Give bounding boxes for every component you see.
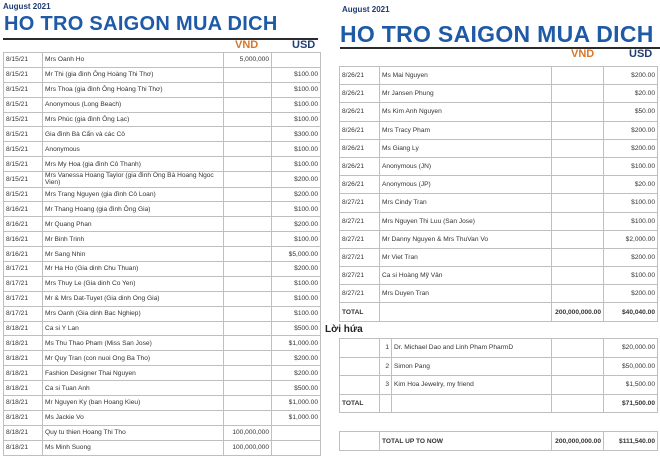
row-donor-name: Mr Nguyen Ky (ban Hoang Kieu)	[43, 396, 224, 411]
row-usd-amount: $200.00	[604, 285, 658, 303]
row-vnd-amount: 100,000,000	[224, 440, 272, 455]
row-usd-amount: $100.00	[272, 82, 321, 97]
table-row	[4, 396, 321, 411]
total-label: TOTAL	[340, 303, 380, 321]
row-donor-name: Mrs Oanh (Gia dinh Bac Nghiep)	[43, 306, 224, 321]
row-vnd-amount	[224, 336, 272, 351]
table-row	[4, 410, 321, 425]
row-date: 8/15/21	[4, 112, 43, 127]
row-donor-name: Ms Thu Thao Pham (Miss San Jose)	[43, 336, 224, 351]
pledges-heading: Lời hứa	[325, 324, 363, 335]
row-date: 8/27/21	[340, 267, 380, 285]
table-row	[4, 112, 321, 127]
pledge-index: 3	[380, 376, 392, 395]
row-vnd-amount	[552, 285, 604, 303]
row-vnd-amount	[224, 396, 272, 411]
row-date: 8/15/21	[4, 67, 43, 82]
table-row	[340, 194, 658, 212]
row-date: 8/18/21	[4, 321, 43, 336]
row-date: 8/26/21	[340, 176, 380, 194]
row-date: 8/16/21	[4, 247, 43, 262]
donations-table-right	[339, 66, 658, 322]
row-vnd-amount	[224, 291, 272, 306]
row-usd-amount: $200.00	[272, 172, 321, 187]
pledge-usd-amount: $50,000.00	[604, 357, 658, 376]
row-donor-name: Ms Giang Ly	[380, 139, 552, 157]
row-donor-name: Mr Quy Tran (con nuoi Ong Ba Tho)	[43, 351, 224, 366]
row-donor-name: Mr Thi (gia đình Ông Hoàng Thi Thơ)	[43, 67, 224, 82]
table-row	[4, 67, 321, 82]
row-usd-amount: $100.00	[604, 194, 658, 212]
row-vnd-amount	[224, 247, 272, 262]
row-date: 8/18/21	[4, 366, 43, 381]
row-donor-name: Mrs Tracy Pham	[380, 121, 552, 139]
row-date: 8/18/21	[4, 396, 43, 411]
row-vnd-amount	[552, 176, 604, 194]
row-usd-amount: $200.00	[604, 139, 658, 157]
row-donor-name: Ca si Y Lan	[43, 321, 224, 336]
table-row	[4, 261, 321, 276]
pledge-usd-amount: $20,000.00	[604, 339, 658, 358]
row-donor-name: Mr Ha Ho (Gia dinh Chu Thuan)	[43, 261, 224, 276]
row-usd-amount: $200.00	[272, 351, 321, 366]
row-vnd-amount	[224, 276, 272, 291]
donations-table-left	[3, 52, 321, 456]
row-usd-amount: $200.00	[604, 248, 658, 266]
row-usd-amount: $100.00	[272, 67, 321, 82]
table-row	[340, 103, 658, 121]
pledge-usd-amount: $1,500.00	[604, 376, 658, 395]
row-vnd-amount	[224, 127, 272, 142]
pledge-row	[340, 376, 658, 395]
row-donor-name: Mrs Oanh Ho	[43, 53, 224, 68]
row-date: 8/15/21	[4, 53, 43, 68]
pledge-total-label: TOTAL	[340, 394, 380, 413]
grand-total-vnd: 200,000,000.00	[552, 432, 604, 451]
row-donor-name: Mrs Thoa (gia đình Ông Hoàng Thi Thơ)	[43, 82, 224, 97]
row-usd-amount: $200.00	[272, 366, 321, 381]
row-vnd-amount	[552, 230, 604, 248]
month-label: August 2021	[3, 2, 51, 11]
row-usd-amount: $100.00	[272, 142, 321, 157]
row-usd-amount: $100.00	[272, 112, 321, 127]
row-usd-amount: $100.00	[272, 232, 321, 247]
table-row	[340, 230, 658, 248]
row-donor-name: Ms Mai Nguyen	[380, 67, 552, 85]
pledge-index: 2	[380, 357, 392, 376]
row-usd-amount: $200.00	[272, 217, 321, 232]
row-date: 8/26/21	[340, 121, 380, 139]
row-usd-amount: $100.00	[272, 157, 321, 172]
row-vnd-amount	[224, 217, 272, 232]
row-donor-name: Ca si Tuan Anh	[43, 381, 224, 396]
table-row	[4, 336, 321, 351]
row-date: 8/27/21	[340, 212, 380, 230]
row-vnd-amount: 100,000,000	[224, 425, 272, 440]
row-vnd-amount	[224, 306, 272, 321]
row-vnd-amount	[224, 232, 272, 247]
row-usd-amount: $200.00	[604, 121, 658, 139]
row-donor-name: Mr Binh Trinh	[43, 232, 224, 247]
row-donor-name: Mr Jansen Phung	[380, 85, 552, 103]
row-date: 8/15/21	[4, 157, 43, 172]
table-row	[4, 157, 321, 172]
row-vnd-amount	[552, 248, 604, 266]
grand-total-table	[339, 431, 658, 451]
row-date: 8/15/21	[4, 172, 43, 187]
row-date: 8/27/21	[340, 194, 380, 212]
row-usd-amount: $100.00	[272, 276, 321, 291]
pledge-index: 1	[380, 339, 392, 358]
row-usd-amount: $500.00	[272, 381, 321, 396]
row-donor-name: Mr & Mrs Dat-Tuyet (Gia dinh Ong Gia)	[43, 291, 224, 306]
row-donor-name: Anonymous (JP)	[380, 176, 552, 194]
row-donor-name: Ms Minh Suong	[43, 440, 224, 455]
row-date: 8/17/21	[4, 276, 43, 291]
row-date: 8/26/21	[340, 67, 380, 85]
row-vnd-amount	[224, 67, 272, 82]
row-usd-amount	[272, 425, 321, 440]
table-row	[4, 366, 321, 381]
table-row	[4, 127, 321, 142]
row-donor-name: Mr Viet Tran	[380, 248, 552, 266]
sheet-title: HO TRO SAIGON MUA DICH	[4, 13, 278, 35]
row-date: 8/26/21	[340, 85, 380, 103]
table-row	[4, 276, 321, 291]
pledges-table	[339, 338, 658, 413]
row-donor-name: Mrs Vanessa Hoang Taylor (gia đình Ông Bà Hoang Ngoc Vien)	[43, 172, 224, 187]
row-donor-name: Mrs Trang Nguyen (gia đình Cô Loan)	[43, 187, 224, 202]
row-date: 8/18/21	[4, 425, 43, 440]
total-row	[340, 303, 658, 321]
table-row	[4, 217, 321, 232]
row-date: 8/15/21	[4, 187, 43, 202]
row-donor-name: Anonymous (Long Beach)	[43, 97, 224, 112]
row-usd-amount: $100.00	[604, 157, 658, 175]
month-label: August 2021	[342, 5, 390, 14]
row-date: 8/17/21	[4, 306, 43, 321]
row-date: 8/16/21	[4, 202, 43, 217]
row-donor-name: Gia đình Bà Cẩn và các Cô	[43, 127, 224, 142]
row-donor-name: Mr Sang Nhin	[43, 247, 224, 262]
table-row	[4, 306, 321, 321]
vnd-column-header: VND	[235, 39, 259, 51]
sheet-title: HO TRO SAIGON MUA DICH	[340, 21, 654, 47]
row-vnd-amount	[224, 142, 272, 157]
row-donor-name: Ms Kim Anh Nguyen	[380, 103, 552, 121]
row-usd-amount	[272, 440, 321, 455]
row-usd-amount: $100.00	[604, 212, 658, 230]
row-date: 8/15/21	[4, 82, 43, 97]
row-vnd-amount	[552, 103, 604, 121]
row-vnd-amount	[552, 267, 604, 285]
row-usd-amount: $100.00	[272, 202, 321, 217]
row-donor-name: Mrs Duyen Tran	[380, 285, 552, 303]
grand-total-row	[340, 432, 658, 451]
table-row	[4, 232, 321, 247]
row-vnd-amount	[552, 121, 604, 139]
row-donor-name: Mrs Cindy Tran	[380, 194, 552, 212]
table-row	[4, 142, 321, 157]
title-underline	[340, 47, 660, 49]
row-vnd-amount	[224, 381, 272, 396]
table-row	[340, 157, 658, 175]
row-date: 8/15/21	[4, 127, 43, 142]
row-donor-name: Anonymous	[43, 142, 224, 157]
pledge-total-row	[340, 394, 658, 413]
row-date: 8/27/21	[340, 248, 380, 266]
row-usd-amount: $20.00	[604, 85, 658, 103]
row-usd-amount: $200.00	[604, 67, 658, 85]
pledge-name: Dr. Michael Dao and Linh Pham PharmD	[392, 339, 552, 358]
table-row	[4, 351, 321, 366]
row-donor-name: Ca si Hoàng Mỹ Vân	[380, 267, 552, 285]
row-usd-amount	[272, 53, 321, 68]
row-donor-name: Mr Thang Hoang (gia đình Ông Gia)	[43, 202, 224, 217]
row-vnd-amount	[224, 172, 272, 187]
row-vnd-amount	[224, 261, 272, 276]
table-row	[4, 440, 321, 455]
row-date: 8/18/21	[4, 351, 43, 366]
pledge-total-usd: $71,500.00	[604, 394, 658, 413]
row-date: 8/16/21	[4, 217, 43, 232]
row-donor-name: Fashion Designer Thai Nguyen	[43, 366, 224, 381]
row-vnd-amount	[224, 97, 272, 112]
row-usd-amount: $500.00	[272, 321, 321, 336]
table-row	[340, 212, 658, 230]
row-date: 8/26/21	[340, 157, 380, 175]
row-usd-amount: $1,000.00	[272, 410, 321, 425]
row-usd-amount: $50.00	[604, 103, 658, 121]
vnd-column-header: VND	[571, 48, 595, 60]
table-row	[4, 381, 321, 396]
table-row	[340, 176, 658, 194]
row-date: 8/17/21	[4, 291, 43, 306]
row-donor-name: Mrs Thuy Le (Gia dinh Co Yen)	[43, 276, 224, 291]
row-donor-name: Ms Jackie Vo	[43, 410, 224, 425]
row-vnd-amount	[552, 139, 604, 157]
table-row	[4, 291, 321, 306]
row-vnd-amount	[224, 187, 272, 202]
row-vnd-amount	[224, 321, 272, 336]
row-date: 8/18/21	[4, 336, 43, 351]
row-usd-amount: $100.00	[604, 267, 658, 285]
row-vnd-amount	[224, 157, 272, 172]
row-usd-amount: $1,000.00	[272, 396, 321, 411]
table-row	[4, 202, 321, 217]
row-vnd-amount	[224, 82, 272, 97]
row-donor-name: Mrs Nguyen Thi Luu (San Jose)	[380, 212, 552, 230]
row-date: 8/18/21	[4, 381, 43, 396]
row-vnd-amount	[224, 410, 272, 425]
row-donor-name: Mr Danny Nguyen & Mrs ThuVan Vo	[380, 230, 552, 248]
row-usd-amount: $2,000.00	[604, 230, 658, 248]
row-donor-name: Quy tu thien Hoang Thi Tho	[43, 425, 224, 440]
row-date: 8/18/21	[4, 410, 43, 425]
row-vnd-amount	[224, 366, 272, 381]
pledge-name: Kim Hoa Jewelry, my friend	[392, 376, 552, 395]
row-date: 8/27/21	[340, 230, 380, 248]
table-row	[4, 425, 321, 440]
grand-total-usd: $111,540.00	[604, 432, 658, 451]
grand-total-label: TOTAL UP TO NOW	[380, 432, 552, 451]
table-row	[4, 321, 321, 336]
pledge-name: Simon Pang	[392, 357, 552, 376]
table-row	[4, 97, 321, 112]
row-date: 8/18/21	[4, 440, 43, 455]
total-usd: $40,040.00	[604, 303, 658, 321]
row-vnd-amount	[552, 157, 604, 175]
row-vnd-amount	[224, 351, 272, 366]
row-usd-amount: $5,000.00	[272, 247, 321, 262]
row-vnd-amount	[552, 212, 604, 230]
pledge-row	[340, 357, 658, 376]
row-vnd-amount	[552, 67, 604, 85]
row-donor-name: Mr Quang Phan	[43, 217, 224, 232]
row-date: 8/15/21	[4, 97, 43, 112]
row-usd-amount: $1,000.00	[272, 336, 321, 351]
row-vnd-amount	[552, 194, 604, 212]
row-usd-amount: $200.00	[272, 261, 321, 276]
table-row	[340, 121, 658, 139]
total-vnd: 200,000,000.00	[552, 303, 604, 321]
row-date: 8/16/21	[4, 232, 43, 247]
table-row	[4, 172, 321, 187]
table-row	[4, 53, 321, 68]
row-vnd-amount	[552, 85, 604, 103]
row-donor-name: Mrs My Hoa (gia đình Cô Thanh)	[43, 157, 224, 172]
usd-column-header: USD	[292, 39, 316, 51]
row-date: 8/17/21	[4, 261, 43, 276]
row-usd-amount: $100.00	[272, 306, 321, 321]
table-row	[340, 139, 658, 157]
pledge-row	[340, 339, 658, 358]
title-underline	[3, 38, 318, 40]
row-usd-amount: $100.00	[272, 97, 321, 112]
row-usd-amount: $20.00	[604, 176, 658, 194]
table-row	[340, 248, 658, 266]
table-row	[4, 187, 321, 202]
row-vnd-amount	[224, 112, 272, 127]
table-row	[340, 267, 658, 285]
usd-column-header: USD	[629, 48, 653, 60]
row-usd-amount: $300.00	[272, 127, 321, 142]
row-date: 8/26/21	[340, 139, 380, 157]
row-usd-amount: $100.00	[272, 291, 321, 306]
row-donor-name: Anonymous (JN)	[380, 157, 552, 175]
row-date: 8/26/21	[340, 103, 380, 121]
table-row	[340, 85, 658, 103]
table-row	[4, 247, 321, 262]
row-vnd-amount: 5,000,000	[224, 53, 272, 68]
row-date: 8/15/21	[4, 142, 43, 157]
row-date: 8/27/21	[340, 285, 380, 303]
row-vnd-amount	[224, 202, 272, 217]
table-row	[340, 285, 658, 303]
table-row	[340, 67, 658, 85]
row-usd-amount: $200.00	[272, 187, 321, 202]
table-row	[4, 82, 321, 97]
row-donor-name: Mrs Phúc (gia đình Ông Lạc)	[43, 112, 224, 127]
